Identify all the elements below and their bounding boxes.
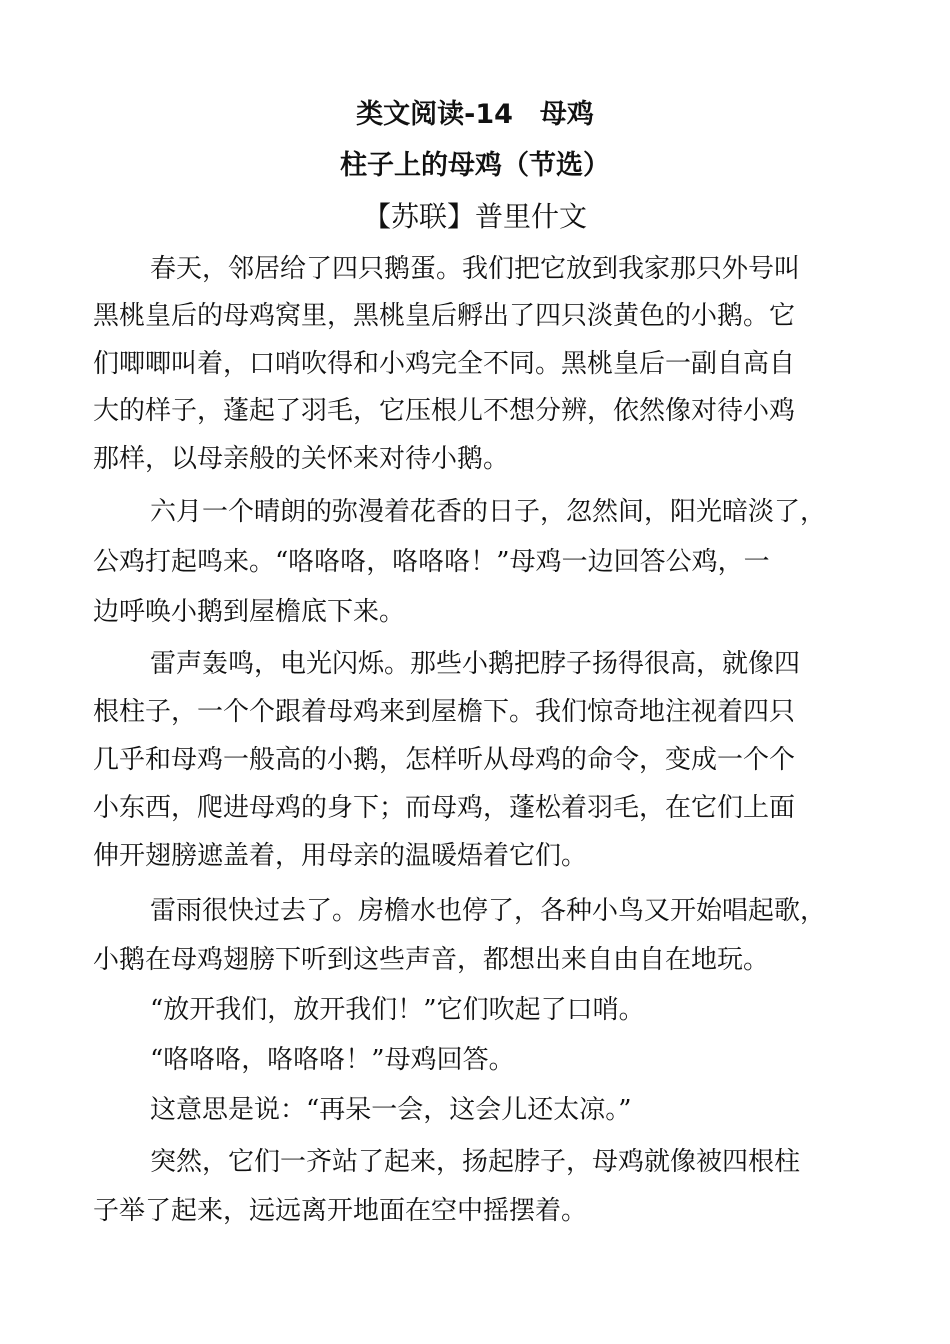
text-line: 小东西，爬进母鸡的身下；而母鸡，蓬松着羽毛，在它们上面 bbox=[93, 793, 796, 823]
text-line: 边呼唤小鹅到屋檐底下来。 bbox=[93, 597, 406, 627]
article-title: 柱子上的母鸡（节选） bbox=[340, 150, 610, 181]
text-line: 们唧唧叫着，口哨吹得和小鸡完全不同。黑桃皇后一副自高自 bbox=[93, 349, 796, 379]
text-line: 这意思是说：“再呆一会，这会儿还太凉。” bbox=[150, 1095, 632, 1125]
text-line: 那样，以母亲般的关怀来对待小鹅。 bbox=[93, 444, 510, 474]
text-line: “咯咯咯，咯咯咯！”母鸡回答。 bbox=[150, 1045, 515, 1075]
text-line: “放开我们，放开我们！”它们吹起了口哨。 bbox=[150, 995, 645, 1025]
author-line: 【苏联】普里什文 bbox=[362, 200, 587, 233]
text-line: 小鹅在母鸡翅膀下听到这些声音，都想出来自由自在地玩。 bbox=[93, 945, 770, 975]
text-line: 春天，邻居给了四只鹅蛋。我们把它放到我家那只外号叫 bbox=[150, 254, 801, 284]
text-line: 根柱子，一个个跟着母鸡来到屋檐下。我们惊奇地注视着四只 bbox=[93, 697, 796, 727]
text-line: 雷声轰鸣，电光闪烁。那些小鹅把脖子扬得很高，就像四 bbox=[150, 649, 801, 679]
text-line: 几乎和母鸡一般高的小鹅，怎样听从母鸡的命令，变成一个个 bbox=[93, 745, 796, 775]
text-line: 公鸡打起鸣来。“咯咯咯，咯咯咯！”母鸡一边回答公鸡，一 bbox=[93, 547, 770, 577]
text-line: 黑桃皇后的母鸡窝里，黑桃皇后孵出了四只淡黄色的小鹅。它 bbox=[93, 301, 796, 331]
text-line: 六月一个晴朗的弥漫着花香的日子，忽然间，阳光暗淡了， bbox=[150, 497, 827, 527]
text-line: 伸开翅膀遮盖着，用母亲的温暖焐着它们。 bbox=[93, 841, 588, 871]
text-line: 雷雨很快过去了。房檐水也停了，各种小鸟又开始唱起歌， bbox=[150, 896, 827, 926]
text-line: 突然，它们一齐站了起来，扬起脖子，母鸡就像被四根柱 bbox=[150, 1147, 801, 1177]
text-line: 子举了起来，远远离开地面在空中摇摆着。 bbox=[93, 1196, 588, 1226]
text-line: 大的样子，蓬起了羽毛，它压根儿不想分辨，依然像对待小鸡 bbox=[93, 396, 796, 426]
series-title: 类文阅读-14 母鸡 bbox=[356, 99, 594, 130]
